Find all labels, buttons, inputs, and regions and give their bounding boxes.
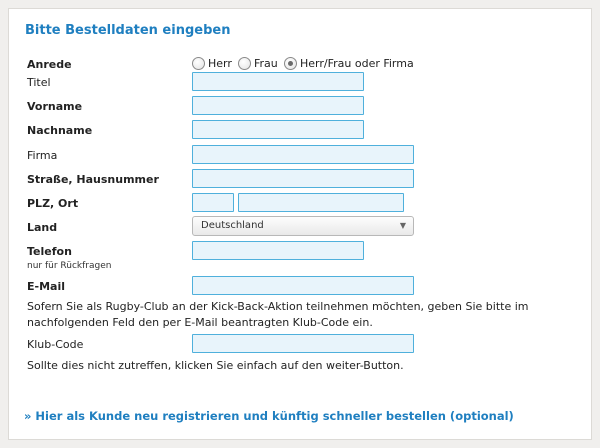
nachname-input[interactable]: [192, 120, 364, 139]
telefon-input[interactable]: [192, 241, 364, 260]
chevron-down-icon: ▼: [399, 221, 406, 230]
land-label: Land: [27, 221, 58, 234]
radio-frau-label[interactable]: Frau: [254, 57, 278, 70]
vorname-label: Vorname: [27, 100, 83, 113]
email-input[interactable]: [192, 276, 414, 295]
telefon-sublabel: nur für Rückfragen: [27, 261, 112, 271]
nachname-label: Nachname: [27, 124, 93, 137]
radio-herr[interactable]: [192, 57, 205, 70]
firma-label: Firma: [27, 149, 58, 162]
land-select-value: Deutschland: [201, 220, 264, 231]
form-title: Bitte Bestelldaten eingeben: [25, 23, 231, 38]
klubcode-input[interactable]: [192, 334, 414, 353]
email-label: E-Mail: [27, 280, 65, 293]
skip-text: Sollte dies nicht zutreffen, klicken Sie einfach auf den weiter-Button.: [27, 359, 404, 372]
titel-label: Titel: [27, 76, 51, 89]
telefon-label: Telefon: [27, 245, 72, 258]
radio-herr-frau-firma[interactable]: [284, 57, 297, 70]
klubcode-label: Klub-Code: [27, 338, 84, 351]
radio-frau[interactable]: [238, 57, 251, 70]
radio-herr-frau-firma-label[interactable]: Herr/Frau oder Firma: [300, 57, 414, 70]
strasse-label: Straße, Hausnummer: [27, 173, 159, 186]
titel-input[interactable]: [192, 72, 364, 91]
land-select[interactable]: [192, 216, 414, 236]
strasse-input[interactable]: [192, 169, 414, 188]
register-link[interactable]: » Hier als Kunde neu registrieren und künftig schneller bestellen (optional): [24, 409, 514, 423]
firma-input[interactable]: [192, 145, 414, 164]
radio-herr-label[interactable]: Herr: [208, 57, 232, 70]
ort-input[interactable]: [238, 193, 404, 212]
plz-ort-label: PLZ, Ort: [27, 197, 79, 210]
anrede-label: Anrede: [27, 58, 72, 71]
vorname-input[interactable]: [192, 96, 364, 115]
order-form-panel: [8, 8, 592, 440]
plz-input[interactable]: [192, 193, 234, 212]
klubcode-info-text: Sofern Sie als Rugby-Club an der Kick-Back-Aktion teilnehmen möchten, geben Sie bitte im nachfolgenden Feld den per E-Mail beantragten Klub-Code ein.: [27, 300, 529, 329]
